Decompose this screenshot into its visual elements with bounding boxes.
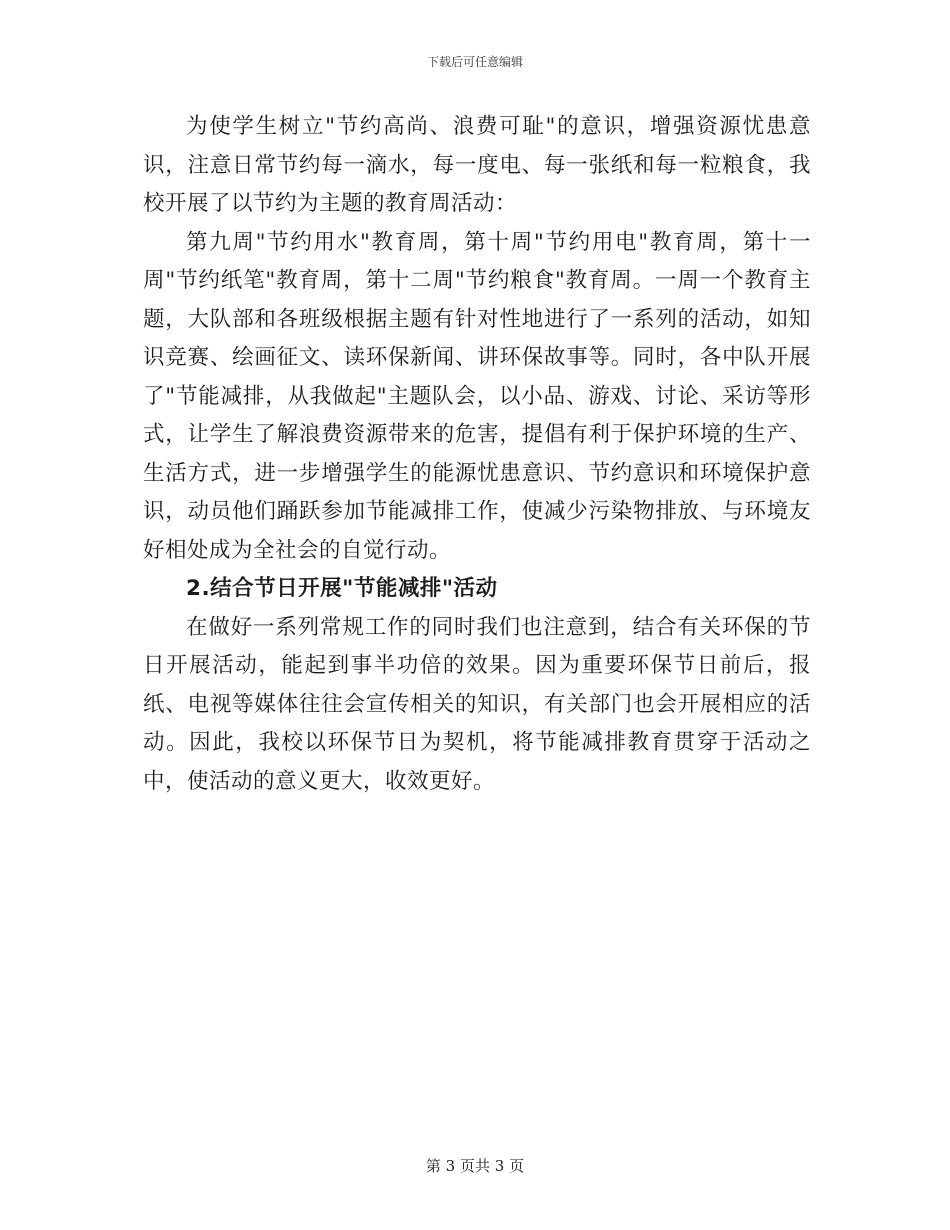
document-body [143, 108, 811, 801]
paragraph-festival-activities: 在做好一系列常规工作的同时我们也注意到，结合有关环保的节日开展活动，能起到事半功倍的效果。因为重要环保节日前后，报纸、电视等媒体往往会宣传相关的知识，有关部门也会开展相应的活动。因此，我校以环保节日为契机，将节能减排教育贯穿于活动之中，使活动的意义更大，收效更好。 [143, 614, 811, 794]
paragraph-weekly-activities: 第九周"节约用水"教育周，第十周"节约用电"教育周，第十一周"节约纸笔"教育周，第十二周"节约粮食"教育周。一周一个教育主题，大队部和各班级根据主题有针对性地进行了一系列的活动，如知识竞赛、绘画征文、读环保新闻、讲环保故事等。同时，各中队开展了"节能减排，从我做起"主题队会，以小品、游戏、讨论、采访等形式，让学生了解浪费资源带来的危害，提倡有利于保护环境的生产、生活方式，进一步增强学生的能源忧患意识、节约意识和环境保护意识，动员他们踊跃参加节能减排工作，使减少污染物排放、与环境友好相处成为全社会的自觉行动。 [143, 229, 811, 563]
page-header: 下载后可任意编辑 [426, 55, 523, 69]
section-heading: 2.结合节日开展"节能减排"活动 [186, 576, 498, 601]
paragraph-intro: 为使学生树立"节约高尚、浪费可耻"的意识，增强资源忧患意识，注意日常节约每一滴水，每一度电、每一张纸和每一粒粮食，我校开展了以节约为主题的教育周活动： [143, 114, 811, 216]
page-footer: 第 3 页共 3 页 [425, 1157, 525, 1175]
